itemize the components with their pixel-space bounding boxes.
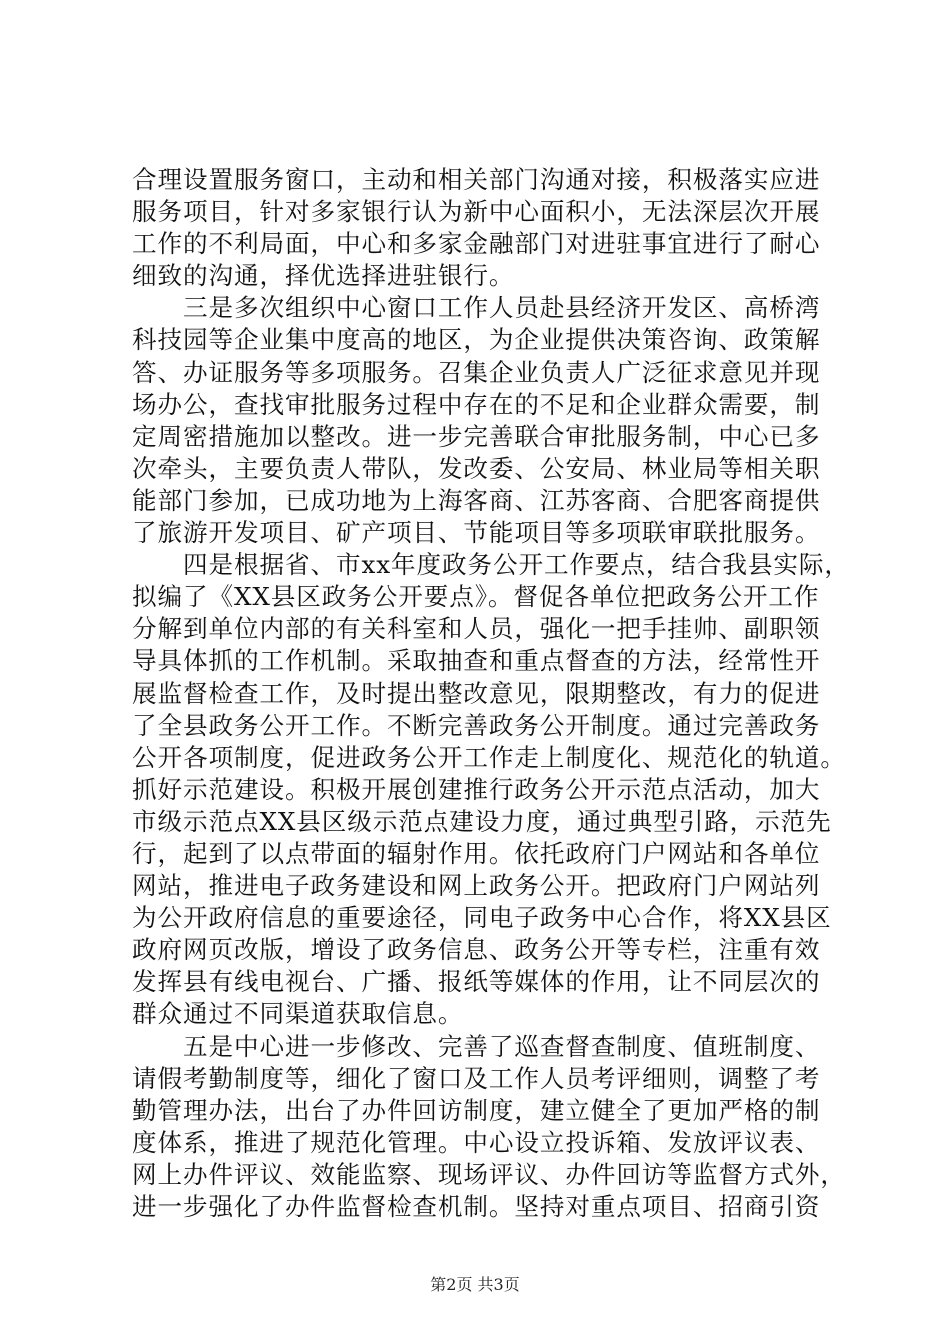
text-line: 为公开政府信息的重要途径，同电子政务中心合作，将XX县区 xyxy=(132,903,832,933)
text-line: 行，起到了以点带面的辐射作用。依托政府门户网站和各单位 xyxy=(132,838,821,868)
text-line: 度体系，推进了规范化管理。中心设立投诉箱、发放评议表、 xyxy=(132,1127,821,1157)
text-line: 次牵头，主要负责人带队，发改委、公安局、林业局等相关职 xyxy=(132,453,821,483)
text-line: 导具体抓的工作机制。采取抽查和重点督查的方法，经常性开 xyxy=(132,646,821,676)
text-line: 服务项目，针对多家银行认为新中心面积小，无法深层次开展 xyxy=(132,197,821,227)
text-line: 公开各项制度，促进政务公开工作走上制度化、规范化的轨道。 xyxy=(132,742,846,772)
text-line: 群众通过不同渠道获取信息。 xyxy=(132,999,464,1029)
page-footer: 第2页 共3页 xyxy=(430,1275,520,1294)
text-line: 三是多次组织中心窗口工作人员赴县经济开发区、高桥湾 xyxy=(132,293,821,323)
text-line: 网站，推进电子政务建设和网上政务公开。把政府门户网站列 xyxy=(132,871,821,901)
text-line: 了旅游开发项目、矿产项目、节能项目等多项联审联批服务。 xyxy=(132,518,821,548)
text-line: 市级示范点XX县区级示范点建设力度，通过典型引路，示范先 xyxy=(132,806,832,836)
body-text xyxy=(132,164,850,1223)
text-line: 科技园等企业集中度高的地区，为企业提供决策咨询、政策解 xyxy=(132,325,821,355)
text-line: 定周密措施加以整改。进一步完善联合审批服务制，中心已多 xyxy=(132,421,821,451)
text-line: 答、办证服务等多项服务。召集企业负责人广泛征求意见并现 xyxy=(132,357,821,387)
text-line: 工作的不利局面，中心和多家金融部门对进驻事宜进行了耐心 xyxy=(132,229,821,259)
text-line: 五是中心进一步修改、完善了巡查督查制度、值班制度、 xyxy=(132,1031,821,1061)
text-line: 能部门参加，已成功地为上海客商、江苏客商、合肥客商提供 xyxy=(132,485,821,515)
text-line: 展监督检查工作，及时提出整改意见，限期整改，有力的促进 xyxy=(132,678,821,708)
text-line: 四是根据省、市xx年度政务公开工作要点，结合我县实际， xyxy=(132,550,850,580)
text-line: 分解到单位内部的有关科室和人员，强化一把手挂帅、副职领 xyxy=(132,614,821,644)
text-line: 网上办件评议、效能监察、现场评议、办件回访等监督方式外， xyxy=(132,1159,846,1189)
text-line: 请假考勤制度等，细化了窗口及工作人员考评细则，调整了考 xyxy=(132,1063,821,1093)
text-line: 进一步强化了办件监督检查机制。坚持对重点项目、招商引资 xyxy=(132,1192,821,1221)
text-line: 合理设置服务窗口，主动和相关部门沟通对接，积极落实应进 xyxy=(132,165,821,194)
text-line: 细致的沟通，择优选择进驻银行。 xyxy=(132,261,515,291)
text-line: 拟编了《XX县区政务公开要点》。督促各单位把政务公开工作 xyxy=(132,582,820,612)
text-line: 勤管理办法，出台了办件回访制度，建立健全了更加严格的制 xyxy=(132,1095,821,1125)
text-line: 政府网页改版，增设了政务信息、政务公开等专栏，注重有效 xyxy=(132,935,821,965)
text-line: 了全县政务公开工作。不断完善政务公开制度。通过完善政务 xyxy=(132,710,821,740)
text-line: 抓好示范建设。积极开展创建推行政务公开示范点活动，加大 xyxy=(132,774,821,804)
text-line: 场办公，查找审批服务过程中存在的不足和企业群众需要，制 xyxy=(132,389,821,419)
text-line: 发挥县有线电视台、广播、报纸等媒体的作用，让不同层次的 xyxy=(132,967,821,997)
